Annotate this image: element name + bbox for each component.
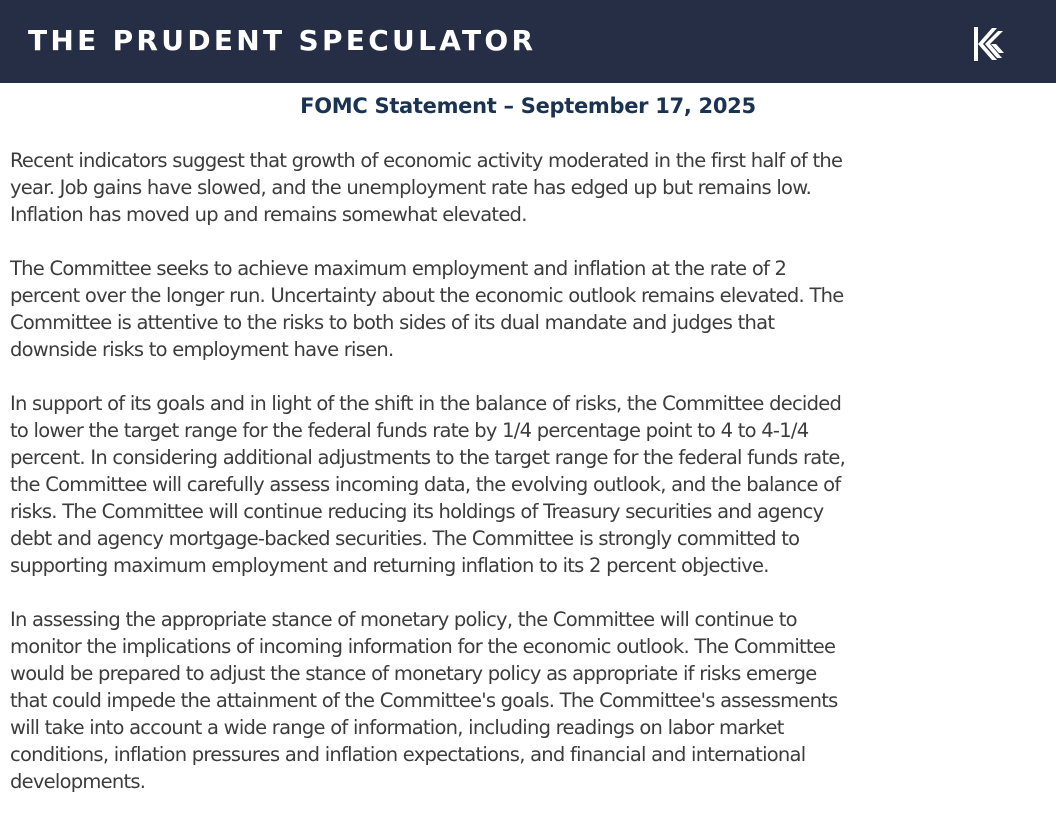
paragraph-3 (10, 390, 1054, 579)
text-line: that could impede the attainment of the Committee's goals. The Committee's assessments (10, 689, 838, 712)
text-line: percent. In considering additional adjustments to the target range for the federal funds rate, (10, 446, 846, 469)
tps-chevron-logo-icon (972, 27, 1004, 61)
text-line: In assessing the appropriate stance of monetary policy, the Committee will continue to (10, 608, 797, 631)
text-line: Inflation has moved up and remains somewhat elevated. (10, 203, 527, 226)
text-line: In support of its goals and in light of the shift in the balance of risks, the Committee decided (10, 392, 842, 415)
text-line: monitor the implications of incoming information for the economic outlook. The Committee (10, 635, 836, 658)
text-line: The Committee seeks to achieve maximum employment and inflation at the rate of 2 (10, 257, 787, 280)
text-line: supporting maximum employment and returning inflation to its 2 percent objective. (10, 554, 769, 577)
statement-body (10, 147, 1054, 822)
text-line: would be prepared to adjust the stance of monetary policy as appropriate if risks emerge (10, 662, 817, 685)
text-line: percent over the longer run. Uncertainty about the economic outlook remains elevated. The (10, 284, 844, 307)
text-line: risks. The Committee will continue reducing its holdings of Treasury securities and agency (10, 500, 824, 523)
paragraph-2 (10, 255, 1054, 363)
document-title: FOMC Statement – September 17, 2025 (300, 94, 756, 118)
paragraph-1 (10, 147, 1054, 228)
text-line: the Committee will carefully assess incoming data, the evolving outlook, and the balance of (10, 473, 841, 496)
text-line: developments. (10, 770, 146, 793)
text-line: to lower the target range for the federal funds rate by 1/4 percentage point to 4 to 4-1/4 (10, 419, 809, 442)
text-line: downside risks to employment have risen. (10, 338, 394, 361)
text-line: will take into account a wide range of information, including readings on labor market (10, 716, 784, 739)
text-line: Committee is attentive to the risks to both sides of its dual mandate and judges that (10, 311, 775, 334)
text-line: year. Job gains have slowed, and the unemployment rate has edged up but remains low. (10, 176, 812, 199)
brand-name: THE PRUDENT SPECULATOR (28, 24, 537, 57)
text-line: Recent indicators suggest that growth of economic activity moderated in the first half of the (10, 149, 843, 172)
paragraph-4 (10, 606, 1054, 795)
text-line: conditions, inflation pressures and inflation expectations, and financial and international (10, 743, 806, 766)
header-banner (0, 0, 1056, 83)
text-line: debt and agency mortgage-backed securities. The Committee is strongly committed to (10, 527, 800, 550)
